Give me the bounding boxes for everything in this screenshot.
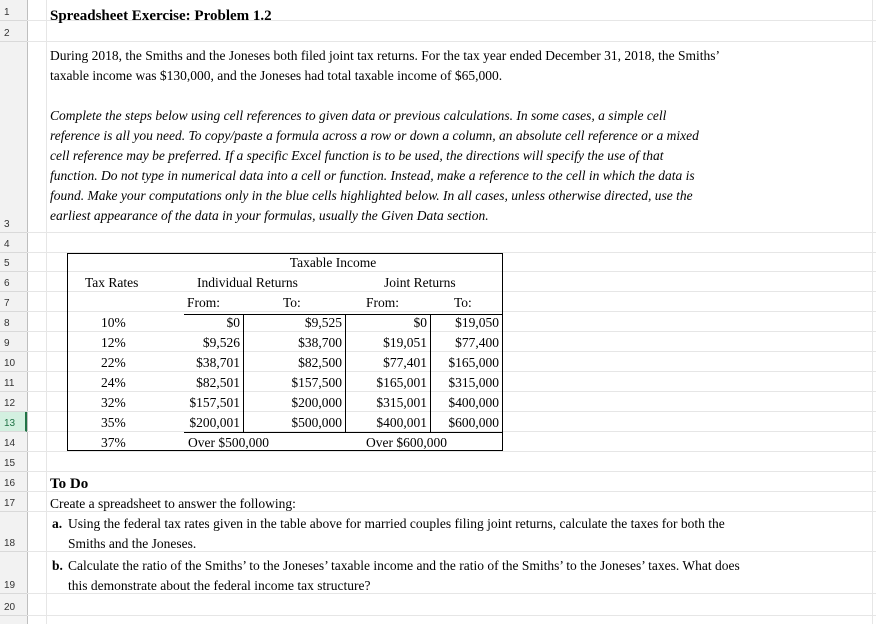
individual-to-cell[interactable]: $200,000 [291, 395, 342, 410]
tax-rate-cell[interactable]: 32% [101, 395, 126, 410]
row-header-10[interactable]: 10 [0, 352, 27, 372]
row-header-11[interactable]: 11 [0, 372, 27, 392]
tax-rate-cell[interactable]: 12% [101, 335, 126, 350]
col-individual-returns[interactable]: Individual Returns [197, 275, 298, 290]
column-gridline [46, 0, 47, 624]
joint-to-cell[interactable]: $315,000 [448, 375, 499, 390]
col-joint-returns[interactable]: Joint Returns [384, 275, 456, 290]
row-header-5[interactable]: 5 [0, 253, 27, 272]
tax-rate-cell[interactable]: 22% [101, 355, 126, 370]
joint-from-cell[interactable]: $400,001 [376, 415, 427, 430]
individual-from-cell[interactable]: $0 [226, 315, 240, 330]
row-header-8[interactable]: 8 [0, 312, 27, 332]
row-header-17[interactable]: 17 [0, 492, 27, 512]
instruction-line-4[interactable]: function. Do not type in numerical data into a cell or function. Instead, make a reference to the cell in which the data is [50, 168, 695, 183]
row-header-9[interactable]: 9 [0, 332, 27, 352]
individual-to-cell[interactable]: $38,700 [298, 335, 342, 350]
instruction-line-5[interactable]: found. Make your computations only in the blue cells highlighted below. In all cases, unless otherwise directed, use the [50, 188, 693, 203]
row-gridline [27, 451, 876, 452]
individual-to-cell[interactable]: $157,500 [291, 375, 342, 390]
intro-line-2[interactable]: taxable income was $130,000, and the Joneses had total taxable income of $65,000. [50, 68, 503, 83]
joint-from-cell[interactable]: $315,001 [376, 395, 427, 410]
individual-to-cell[interactable]: $9,525 [304, 315, 342, 330]
intro-line-1[interactable]: During 2018, the Smiths and the Joneses both filed joint tax returns. For the tax year ended December 31, 2018, the Smiths’ [50, 48, 720, 63]
row-header-1[interactable]: 1 [0, 0, 27, 21]
todo-lead[interactable]: Create a spreadsheet to answer the following: [50, 496, 296, 511]
row-gridline [27, 311, 876, 312]
row-header-15[interactable]: 15 [0, 452, 27, 472]
row-header-12[interactable]: 12 [0, 392, 27, 412]
column-gridline [872, 0, 873, 624]
joint-from-cell[interactable]: $77,401 [383, 355, 427, 370]
row-header-3[interactable]: 3 [0, 42, 27, 233]
instruction-line-1[interactable]: Complete the steps below using cell references to given data or previous calculations. In some cases, a simple cell [50, 108, 667, 123]
row-header-18[interactable]: 18 [0, 512, 27, 552]
row-header-20[interactable]: 20 [0, 594, 27, 616]
joint-to-label[interactable]: To: [454, 295, 472, 310]
col-tax-rates[interactable]: Tax Rates [85, 275, 139, 290]
row-gridline [27, 41, 876, 42]
individual-over-cell[interactable]: Over $500,000 [188, 435, 269, 450]
joint-from-cell[interactable]: $0 [413, 315, 427, 330]
todo-a-label: a. [52, 516, 63, 531]
tax-rate-cell[interactable]: 24% [101, 375, 126, 390]
tax-rate-cell[interactable]: 10% [101, 315, 126, 330]
todo-b-line-1[interactable]: Calculate the ratio of the Smiths’ to the Joneses’ taxable income and the ratio of the Smiths’ to the Joneses’ taxes. What does [68, 558, 740, 573]
row-header-2[interactable]: 2 [0, 21, 27, 42]
joint-from-cell[interactable]: $165,001 [376, 375, 427, 390]
individual-from-cell[interactable]: $82,501 [196, 375, 240, 390]
row-header-6[interactable]: 6 [0, 272, 27, 292]
joint-over-cell[interactable]: Over $600,000 [366, 435, 447, 450]
tax-rate-cell[interactable]: 35% [101, 415, 126, 430]
todo-b-line-2[interactable]: this demonstrate about the federal income tax structure? [68, 578, 371, 593]
tax-rate-cell[interactable]: 37% [101, 435, 126, 450]
instruction-line-2[interactable]: reference is all you need. To copy/paste a formula across a row or down a column, an absolute cell reference or a mixed [50, 128, 699, 143]
todo-a-line-1[interactable]: Using the federal tax rates given in the table above for married couples filing joint returns, calculate the taxes for both the [68, 516, 725, 531]
individual-from-cell[interactable]: $9,526 [202, 335, 240, 350]
row-gridline [27, 491, 876, 492]
instruction-line-6[interactable]: earliest appearance of the data in your formulas, usually the Given Data section. [50, 208, 489, 223]
joint-from-label[interactable]: From: [366, 295, 400, 310]
row-gridline [27, 471, 876, 472]
todo-b-label: b. [52, 558, 63, 573]
row-header-14[interactable]: 14 [0, 432, 27, 452]
row-gridline [27, 232, 876, 233]
todo-a-line-2[interactable]: Smiths and the Joneses. [68, 536, 197, 551]
joint-to-cell[interactable]: $165,000 [448, 355, 499, 370]
individual-from-label[interactable]: From: [187, 295, 221, 310]
joint-to-cell[interactable]: $77,400 [455, 335, 499, 350]
row-header-13[interactable]: 13 [0, 412, 27, 432]
joint-from-cell[interactable]: $19,051 [383, 335, 427, 350]
sheet-title[interactable]: Spreadsheet Exercise: Problem 1.2 [50, 8, 272, 24]
individual-from-cell[interactable]: $200,001 [189, 415, 240, 430]
individual-to-cell[interactable]: $500,000 [291, 415, 342, 430]
individual-from-cell[interactable]: $157,501 [189, 395, 240, 410]
joint-to-cell[interactable]: $19,050 [455, 315, 499, 330]
joint-to-cell[interactable]: $400,000 [448, 395, 499, 410]
instruction-line-3[interactable]: cell reference may be preferred. If a specific Excel function is to be used, the directions will specify the use of that [50, 148, 664, 163]
joint-to-cell[interactable]: $600,000 [448, 415, 499, 430]
individual-from-cell[interactable]: $38,701 [196, 355, 240, 370]
row-gridline [27, 615, 876, 616]
table-heading[interactable]: Taxable Income [289, 255, 377, 270]
individual-to-cell[interactable]: $82,500 [298, 355, 342, 370]
row-header-19[interactable]: 19 [0, 552, 27, 594]
row-gridline [27, 271, 876, 272]
individual-to-label[interactable]: To: [283, 295, 301, 310]
row-header-7[interactable]: 7 [0, 292, 27, 312]
todo-heading[interactable]: To Do [50, 476, 89, 492]
row-header-16[interactable]: 16 [0, 472, 27, 492]
row-header-4[interactable]: 4 [0, 233, 27, 253]
